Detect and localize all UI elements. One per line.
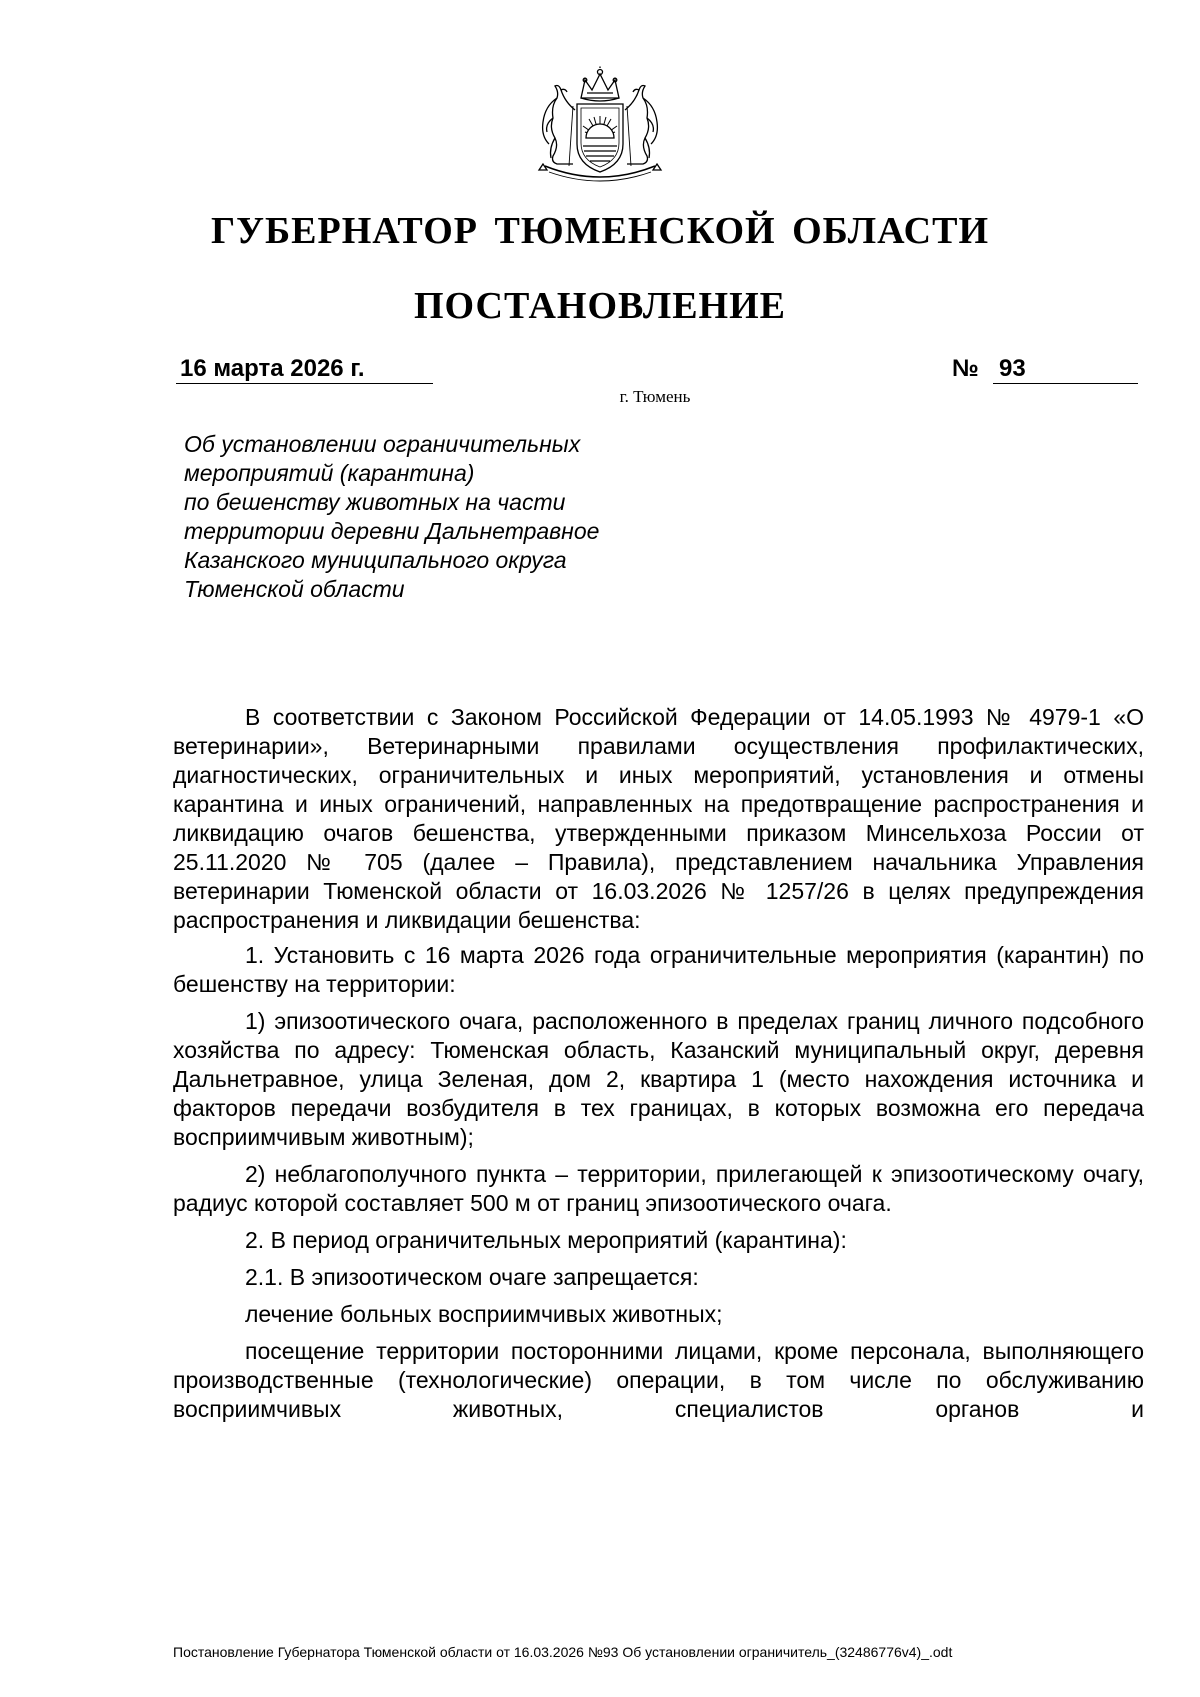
number-sign: №: [952, 355, 979, 382]
body-paragraph: 1) эпизоотического очага, расположенного в пределах границ личного подсобного хозяйства по адресу: Тюменская область, Казанский муниципальный округ, деревня Дальнетравное, улица Зеленая, дом 2, квартира 1 (место нахождения источника и факторов передачи возбудителя в тех границах, в которых возможна его передача восприимчивым животным);: [173, 1008, 1144, 1150]
subject-line: Об установлении ограничительных: [184, 431, 581, 457]
tyumen-coat-of-arms-icon: [515, 66, 685, 186]
document-date: 16 марта 2026 г.: [176, 354, 433, 384]
body-paragraph: посещение территории посторонними лицами, кроме персонала, выполняющего производственные (технологические) операции, в том числе по обслуживанию восприимчивых животных, специалистов органов и: [173, 1338, 1144, 1422]
body-paragraph: 2. В период ограничительных мероприятий (карантина):: [245, 1227, 847, 1253]
document-city: г. Тюмень: [619, 387, 691, 406]
document-number-block: [952, 354, 1138, 384]
footer-filename: Постановление Губернатора Тюменской области от 16.03.2026 №93 Об установлении ограничитель_(32486776v4)_.odt: [173, 1644, 953, 1660]
subject-line: мероприятий (карантина): [184, 460, 475, 486]
document-type: ПОСТАНОВЛЕНИЕ: [413, 285, 787, 327]
document-body: [173, 703, 1144, 1424]
coat-of-arms-icon: [515, 66, 685, 186]
subject-line: Казанского муниципального округа: [184, 547, 567, 573]
body-paragraph: 2.1. В эпизоотическом очаге запрещается:: [245, 1264, 699, 1290]
body-paragraph: лечение больных восприимчивых животных;: [245, 1301, 723, 1327]
document-number: 93: [993, 354, 1138, 384]
organization-title: ГУБЕРНАТОР ТЮМЕНСКОЙ ОБЛАСТИ: [210, 210, 990, 252]
body-paragraph: 1. Установить с 16 марта 2026 года ограничительные мероприятия (карантин) по бешенству на территории:: [173, 942, 1144, 997]
subject-line: территории деревни Дальнетравное: [184, 518, 600, 544]
subject-line: Тюменской области: [184, 576, 405, 602]
body-paragraph: 2) неблагополучного пункта – территории, прилегающей к эпизоотическому очагу, радиус которой составляет 500 м от границ эпизоотического очага.: [173, 1161, 1144, 1216]
subject-line: по бешенству животных на части: [184, 489, 566, 515]
document-subject: [184, 430, 744, 604]
body-paragraph: В соответствии с Законом Российской Федерации от 14.05.1993 № 4979-1 «О ветеринарии», Ветеринарными правилами осуществления профилактических, диагностических, ограничительных и иных мероприятий, установления и отмены карантина и иных ограничений, направленных на предотвращение распространения и ликвидацию очагов бешенства, утвержденными приказом Минсельхоза России от 25.11.2020 № 705 (далее – Правила), представлением начальника Управления ветеринарии Тюменской области от 16.03.2026 № 1257/26 в целях предупреждения распространения и ликвидации бешенства:: [173, 704, 1144, 933]
